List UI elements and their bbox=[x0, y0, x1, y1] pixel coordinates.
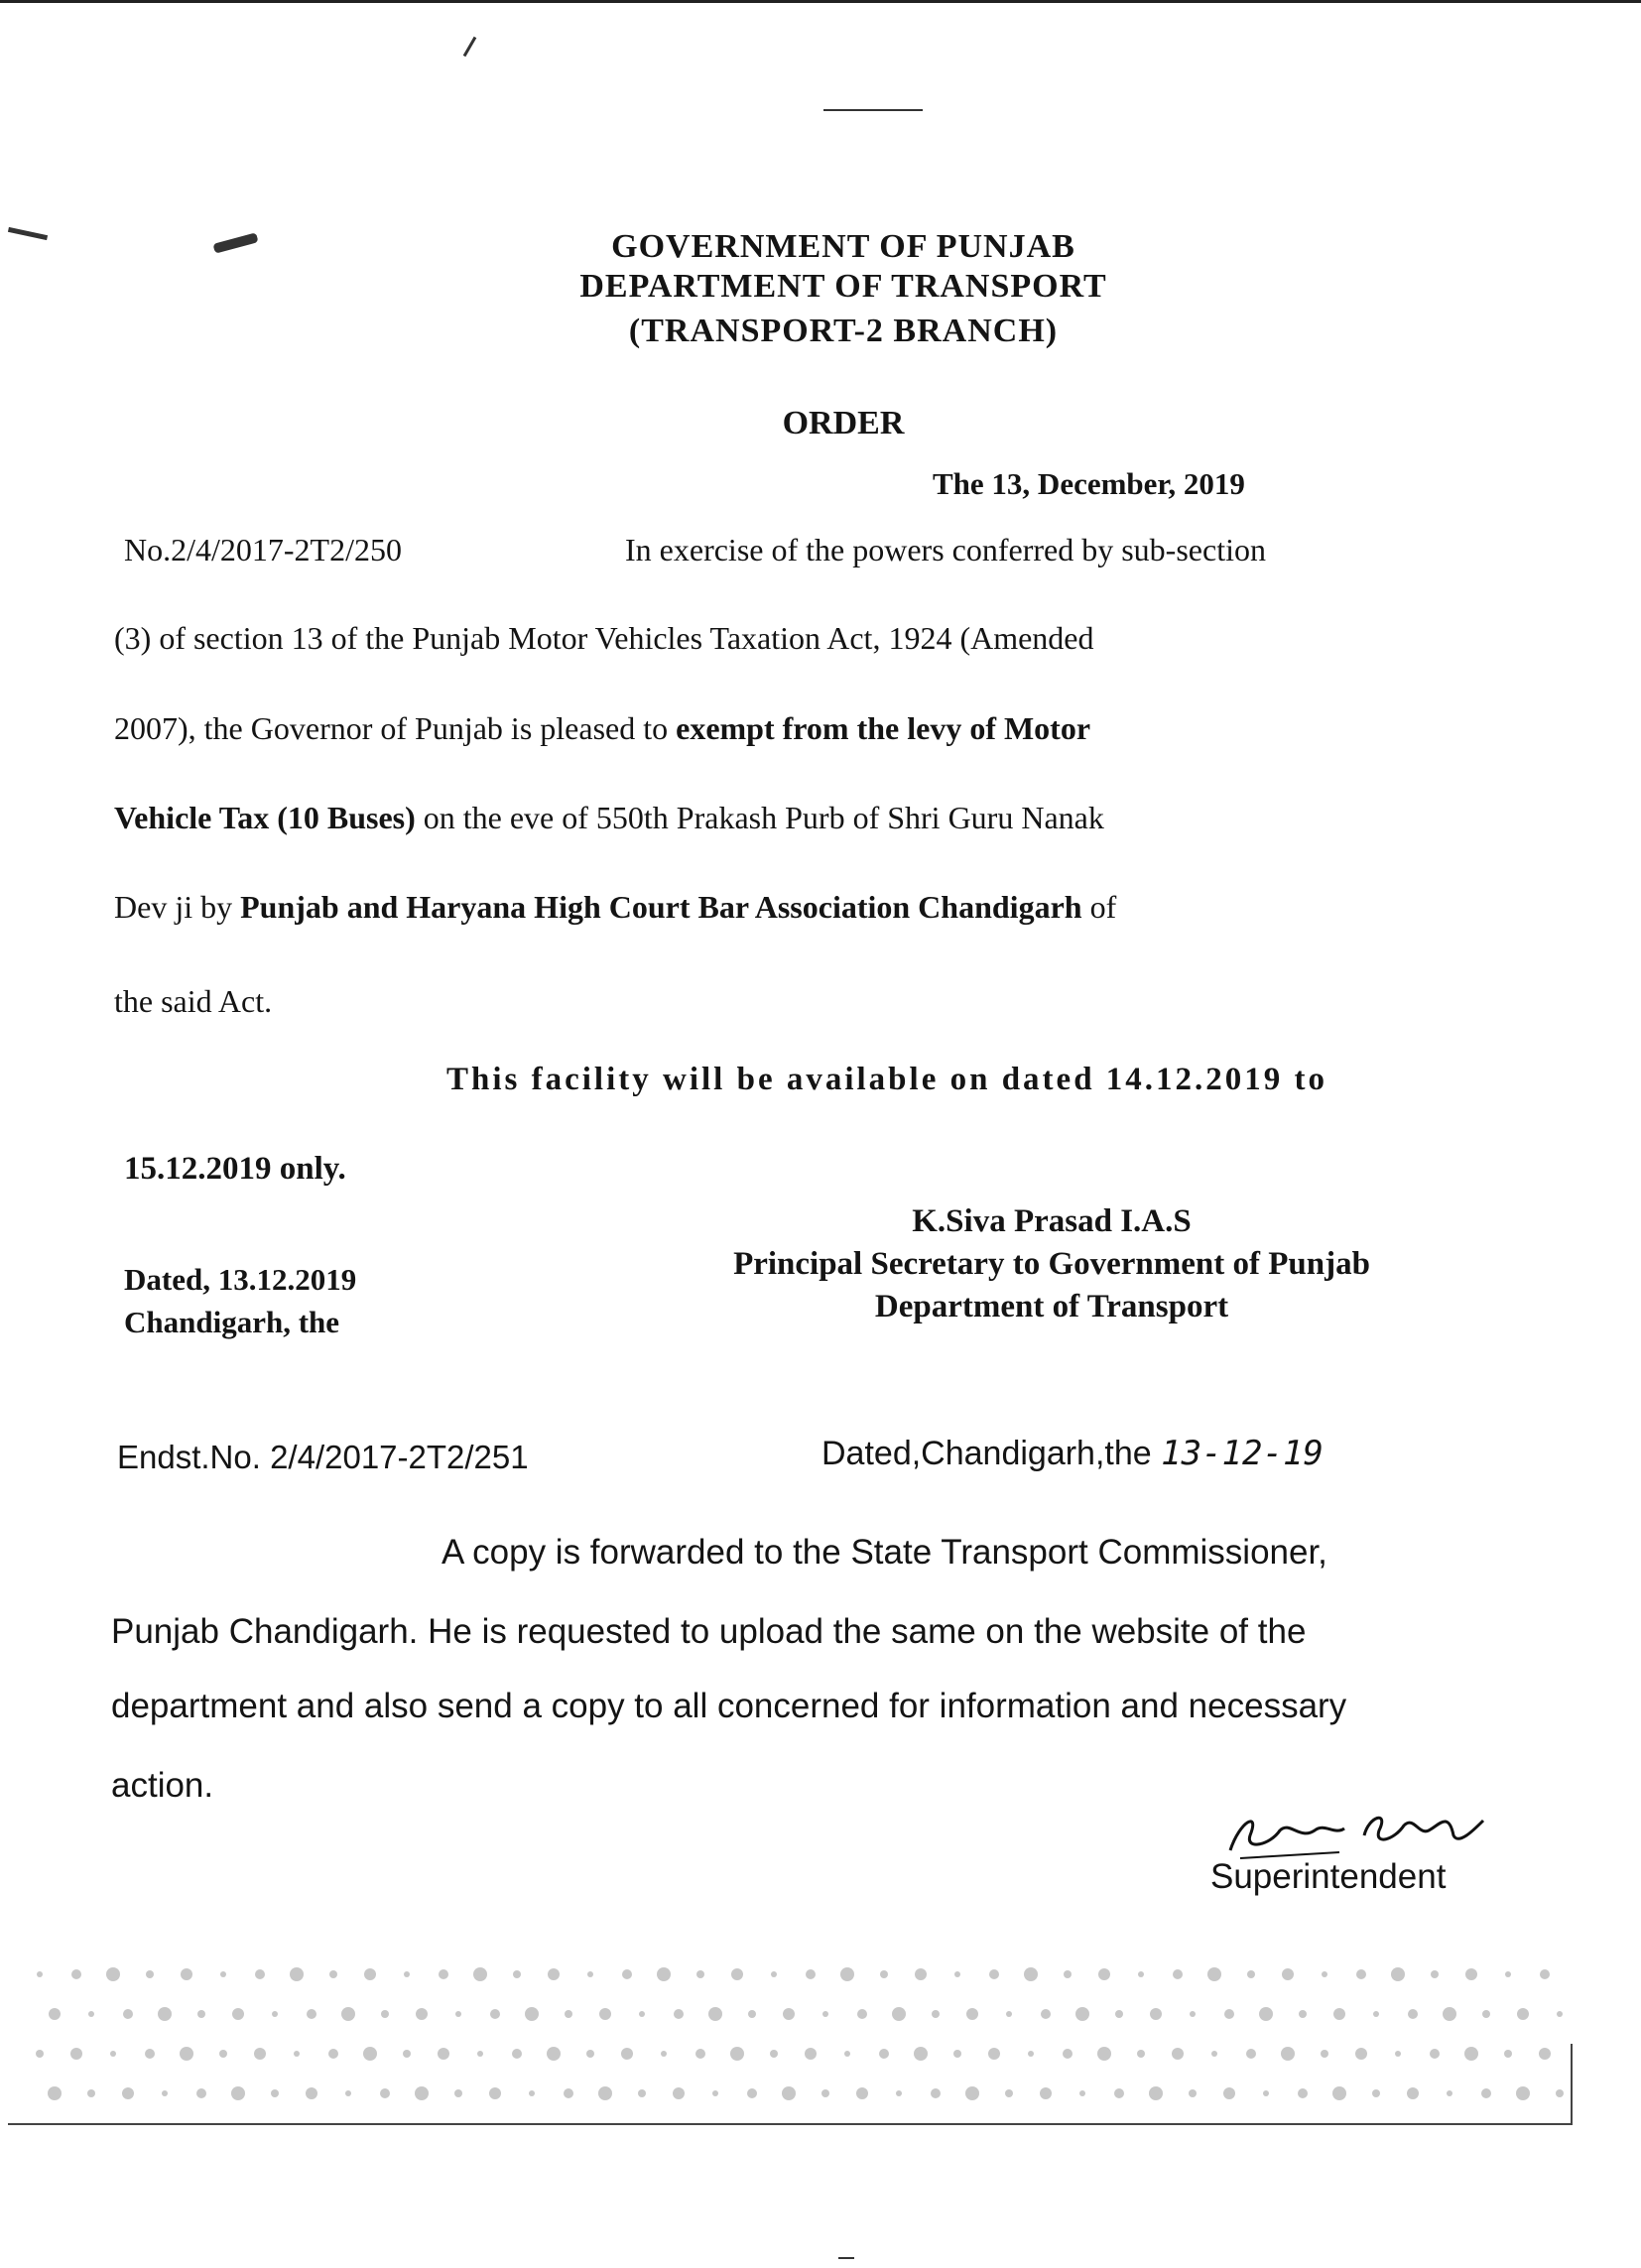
noise-dot bbox=[36, 2050, 44, 2058]
noise-dot bbox=[1064, 1970, 1072, 1978]
noise-dot bbox=[70, 2048, 82, 2060]
noise-dot bbox=[771, 1971, 777, 1977]
order-text-segment: 2007), the Governor of Punjab is pleased to bbox=[114, 710, 669, 746]
noise-dot bbox=[416, 2008, 428, 2020]
order-text-segment: of bbox=[1089, 889, 1117, 925]
noise-dot bbox=[454, 2089, 462, 2097]
noise-dot bbox=[110, 2051, 116, 2057]
facility-line: This facility will be available on dated 14.12.2019 to bbox=[446, 1062, 1328, 1097]
noise-dot bbox=[1138, 1971, 1144, 1977]
signatory-dept: Department of Transport bbox=[874, 1288, 1229, 1324]
noise-dot bbox=[220, 1971, 226, 1977]
noise-dot bbox=[1540, 1969, 1550, 1979]
noise-dot bbox=[661, 2051, 667, 2057]
noise-dot bbox=[294, 2051, 300, 2057]
dated-line: Dated, 13.12.2019 bbox=[124, 1262, 357, 1297]
noise-dot bbox=[415, 2086, 429, 2100]
noise-dot bbox=[477, 2051, 483, 2057]
noise-dot bbox=[639, 2011, 645, 2017]
noise-dot bbox=[490, 2009, 500, 2019]
noise-dot bbox=[915, 1968, 927, 1980]
noise-dot bbox=[622, 1969, 632, 1979]
noise-dot bbox=[1298, 2088, 1308, 2098]
noise-dot bbox=[1505, 1971, 1511, 1977]
noise-dot bbox=[180, 2047, 193, 2061]
noise-dot bbox=[341, 2007, 355, 2021]
noise-dot bbox=[145, 2049, 155, 2059]
noise-dot bbox=[1207, 1967, 1221, 1981]
bottom-frame-edge bbox=[1571, 2044, 1573, 2125]
noise-dot bbox=[1332, 2086, 1346, 2100]
scan-noise-pattern bbox=[0, 1945, 1641, 2143]
noise-dot bbox=[896, 2090, 902, 2096]
order-text-bold: Punjab and Haryana High Court Bar Association Chandigarh bbox=[240, 889, 1082, 925]
noise-dot bbox=[695, 2049, 705, 2059]
noise-dot bbox=[966, 2008, 978, 2020]
noise-dot bbox=[708, 2007, 722, 2021]
noise-dot bbox=[439, 1969, 448, 1979]
noise-dot bbox=[805, 2048, 817, 2060]
noise-dot bbox=[844, 2051, 850, 2057]
signatory-block bbox=[655, 1200, 1449, 1328]
endorsement-text-line: department and also send a copy to all concerned for information and necessary bbox=[111, 1687, 1347, 1725]
noise-dot bbox=[87, 2089, 95, 2097]
noise-dot bbox=[1443, 2007, 1456, 2021]
noise-dot bbox=[37, 1971, 43, 1977]
endorsement-text-line: A copy is forwarded to the State Transport Commissioner, bbox=[442, 1533, 1327, 1572]
noise-dot bbox=[88, 2011, 94, 2017]
noise-dot bbox=[1024, 1967, 1038, 1981]
dated-place-block bbox=[124, 1258, 356, 1344]
noise-dot bbox=[1006, 2011, 1012, 2017]
noise-dot bbox=[988, 2048, 1000, 2060]
noise-dot bbox=[547, 2047, 561, 2061]
noise-dot bbox=[162, 2090, 168, 2096]
noise-dot bbox=[1430, 2049, 1440, 2059]
noise-dot bbox=[1224, 2009, 1234, 2019]
noise-dot bbox=[1556, 2089, 1564, 2097]
noise-dot bbox=[880, 1970, 888, 1978]
noise-dot bbox=[1407, 2087, 1419, 2099]
noise-dot bbox=[747, 2088, 757, 2098]
endorsement-date-prefix: Dated,Chandigarh,the bbox=[821, 1435, 1152, 1472]
order-text-line: (3) of section 13 of the Punjab Motor Vehicles Taxation Act, 1924 (Amended bbox=[114, 620, 1094, 656]
noise-dot bbox=[965, 2086, 979, 2100]
noise-dot bbox=[879, 2049, 889, 2059]
noise-dot bbox=[712, 2090, 718, 2096]
endorsement-date-value: 13-12-19 bbox=[1161, 1434, 1324, 1473]
noise-dot bbox=[1247, 1970, 1255, 1978]
noise-dot bbox=[329, 1970, 337, 1978]
signatory-name: K.Siva Prasad I.A.S bbox=[912, 1203, 1192, 1239]
noise-dot bbox=[71, 1969, 81, 1979]
noise-dot bbox=[1356, 1969, 1366, 1979]
noise-dot bbox=[856, 2087, 868, 2099]
signatory-title: Principal Secretary to Government of Punjab bbox=[733, 1245, 1370, 1282]
noise-dot bbox=[931, 2088, 941, 2098]
noise-dot bbox=[1281, 2047, 1295, 2061]
noise-dot bbox=[1482, 2010, 1490, 2018]
top-edge-line bbox=[0, 0, 1641, 3]
noise-dot bbox=[621, 2048, 633, 2060]
order-text-line: the said Act. bbox=[114, 983, 273, 1019]
noise-dot bbox=[1097, 2047, 1111, 2061]
noise-dot bbox=[822, 2011, 828, 2017]
noise-dot bbox=[954, 1971, 960, 1977]
order-title: ORDER bbox=[782, 405, 905, 441]
noise-dot bbox=[564, 2088, 573, 2098]
noise-dot bbox=[1079, 2090, 1085, 2096]
noise-dot bbox=[254, 2048, 266, 2060]
noise-dot bbox=[1464, 2047, 1478, 2061]
top-short-rule bbox=[823, 109, 923, 111]
noise-dot bbox=[106, 1967, 120, 1981]
endorsement-text-line: Punjab Chandigarh. He is requested to upload the same on the website of the bbox=[111, 1612, 1307, 1651]
noise-dot bbox=[290, 1967, 304, 1981]
noise-dot bbox=[1137, 2050, 1145, 2058]
noise-dot bbox=[1539, 2048, 1551, 2060]
noise-dot bbox=[380, 2088, 390, 2098]
noise-dot bbox=[1173, 1969, 1183, 1979]
noise-dot bbox=[513, 1970, 521, 1978]
noise-dot bbox=[782, 2086, 796, 2100]
facility-line-end: 15.12.2019 only. bbox=[124, 1151, 346, 1187]
order-text-segment: on the eve of 550th Prakash Purb of Shri Guru Nanak bbox=[423, 800, 1104, 835]
noise-dot bbox=[932, 2010, 940, 2018]
noise-dot bbox=[512, 2049, 522, 2059]
noise-dot bbox=[404, 1971, 410, 1977]
govt-heading: GOVERNMENT OF PUNJAB bbox=[611, 228, 1075, 265]
noise-dot bbox=[345, 2090, 351, 2096]
noise-dot bbox=[473, 1967, 487, 1981]
noise-dot bbox=[598, 2086, 612, 2100]
noise-dot bbox=[1431, 1970, 1439, 1978]
noise-dot bbox=[731, 1968, 743, 1980]
noise-dot bbox=[1299, 2010, 1307, 2018]
endorsement-number: Endst.No. 2/4/2017-2T2/251 bbox=[117, 1439, 529, 1475]
noise-dot bbox=[181, 1968, 192, 1980]
noise-dot bbox=[1172, 2048, 1184, 2060]
endorsement-date bbox=[821, 1434, 1324, 1473]
noise-dot bbox=[1075, 2007, 1089, 2021]
noise-dot bbox=[158, 2007, 172, 2021]
endorsement-text-line: action. bbox=[111, 1766, 214, 1805]
noise-dot bbox=[673, 2087, 685, 2099]
noise-dot bbox=[1246, 2049, 1256, 2059]
noise-dot bbox=[1098, 1968, 1110, 1980]
noise-dot bbox=[307, 2009, 316, 2019]
noise-dot bbox=[1408, 2009, 1418, 2019]
noise-dot bbox=[1063, 2049, 1073, 2059]
noise-dot bbox=[146, 1970, 154, 1978]
order-date: The 13, December, 2019 bbox=[933, 466, 1245, 501]
noise-dot bbox=[1557, 2011, 1563, 2017]
noise-dot bbox=[49, 2008, 61, 2020]
noise-dot bbox=[123, 2009, 133, 2019]
noise-dot bbox=[1465, 1968, 1477, 1980]
noise-dot bbox=[806, 1969, 816, 1979]
noise-dot bbox=[1481, 2088, 1491, 2098]
noise-dot bbox=[1263, 2090, 1269, 2096]
noise-dot bbox=[1223, 2087, 1235, 2099]
noise-dot bbox=[271, 2089, 279, 2097]
noise-dot bbox=[953, 2050, 961, 2058]
order-text-bold: Vehicle Tax (10 Buses) bbox=[114, 800, 416, 835]
noise-dot bbox=[1391, 1967, 1405, 1981]
dept-heading: DEPARTMENT OF TRANSPORT bbox=[579, 268, 1107, 305]
noise-dot bbox=[565, 2010, 572, 2018]
noise-dot bbox=[1150, 2008, 1162, 2020]
noise-dot bbox=[1517, 2008, 1529, 2020]
noise-dot bbox=[1189, 2089, 1197, 2097]
noise-dot bbox=[381, 2010, 389, 2018]
noise-dot bbox=[696, 1970, 704, 1978]
noise-dot bbox=[857, 2009, 867, 2019]
noise-dot bbox=[892, 2007, 906, 2021]
noise-dot bbox=[1114, 2088, 1124, 2098]
noise-dot bbox=[548, 1968, 560, 1980]
order-text-bold: exempt from the levy of Motor bbox=[676, 710, 1091, 746]
noise-dot bbox=[1259, 2007, 1273, 2021]
noise-dot bbox=[328, 2049, 338, 2059]
noise-dot bbox=[599, 2008, 611, 2020]
noise-dot bbox=[783, 2008, 795, 2020]
noise-dot bbox=[730, 2047, 744, 2061]
noise-dot bbox=[438, 2048, 449, 2060]
bottom-mark bbox=[838, 2257, 854, 2259]
noise-dot bbox=[1282, 1968, 1294, 1980]
noise-dot bbox=[1447, 2090, 1452, 2096]
order-text-line bbox=[114, 709, 1090, 747]
noise-dot bbox=[748, 2010, 756, 2018]
noise-dot bbox=[403, 2050, 411, 2058]
noise-dot bbox=[770, 2050, 778, 2058]
noise-dot bbox=[1041, 2009, 1051, 2019]
noise-dot bbox=[489, 2087, 501, 2099]
noise-dot bbox=[674, 2009, 684, 2019]
scan-mark bbox=[463, 37, 477, 58]
noise-dot bbox=[48, 2086, 62, 2100]
branch-heading: (TRANSPORT-2 BRANCH) bbox=[628, 313, 1059, 349]
noise-dot bbox=[840, 1967, 854, 1981]
noise-dot bbox=[1395, 2051, 1401, 2057]
place-line: Chandigarh, the bbox=[124, 1305, 340, 1340]
order-text-line: In exercise of the powers conferred by sub-section bbox=[625, 532, 1266, 567]
noise-dot bbox=[1190, 2011, 1196, 2017]
noise-dot bbox=[1516, 2086, 1530, 2100]
noise-dot bbox=[989, 1969, 999, 1979]
noise-dot bbox=[1040, 2087, 1052, 2099]
noise-dot bbox=[196, 2088, 206, 2098]
noise-dot bbox=[306, 2087, 317, 2099]
noise-dot bbox=[197, 2010, 205, 2018]
noise-dot bbox=[1028, 2051, 1034, 2057]
noise-dot bbox=[914, 2047, 928, 2061]
noise-dot bbox=[586, 2050, 594, 2058]
noise-dot bbox=[525, 2007, 539, 2021]
noise-dot bbox=[529, 2090, 535, 2096]
noise-dot bbox=[232, 2008, 244, 2020]
noise-dot bbox=[255, 1969, 265, 1979]
noise-dot bbox=[1355, 2048, 1367, 2060]
noise-dot bbox=[1005, 2089, 1013, 2097]
noise-dot bbox=[455, 2011, 461, 2017]
noise-dot bbox=[1321, 2050, 1328, 2058]
order-text-segment: Dev ji by bbox=[114, 889, 233, 925]
noise-dot bbox=[657, 1967, 671, 1981]
noise-dot bbox=[1372, 2089, 1380, 2097]
noise-dot bbox=[364, 1968, 376, 1980]
noise-dot bbox=[587, 1971, 593, 1977]
noise-dot bbox=[1333, 2008, 1345, 2020]
noise-dot bbox=[122, 2087, 134, 2099]
noise-dot bbox=[1373, 2011, 1379, 2017]
superintendent-label: Superintendent bbox=[1210, 1857, 1447, 1896]
bottom-frame-line bbox=[8, 2123, 1571, 2125]
noise-dot bbox=[272, 2011, 278, 2017]
noise-dot bbox=[1149, 2086, 1163, 2100]
order-text-line bbox=[114, 799, 1104, 836]
noise-dot bbox=[1115, 2010, 1123, 2018]
order-number: No.2/4/2017-2T2/250 bbox=[124, 532, 402, 567]
order-text-line bbox=[114, 888, 1116, 926]
noise-dot bbox=[821, 2089, 829, 2097]
noise-dot bbox=[638, 2089, 646, 2097]
noise-dot bbox=[231, 2086, 245, 2100]
noise-dot bbox=[1504, 2050, 1512, 2058]
noise-dot bbox=[363, 2047, 377, 2061]
noise-dot bbox=[219, 2050, 227, 2058]
noise-dot bbox=[1211, 2051, 1217, 2057]
noise-dot bbox=[1322, 1971, 1327, 1977]
